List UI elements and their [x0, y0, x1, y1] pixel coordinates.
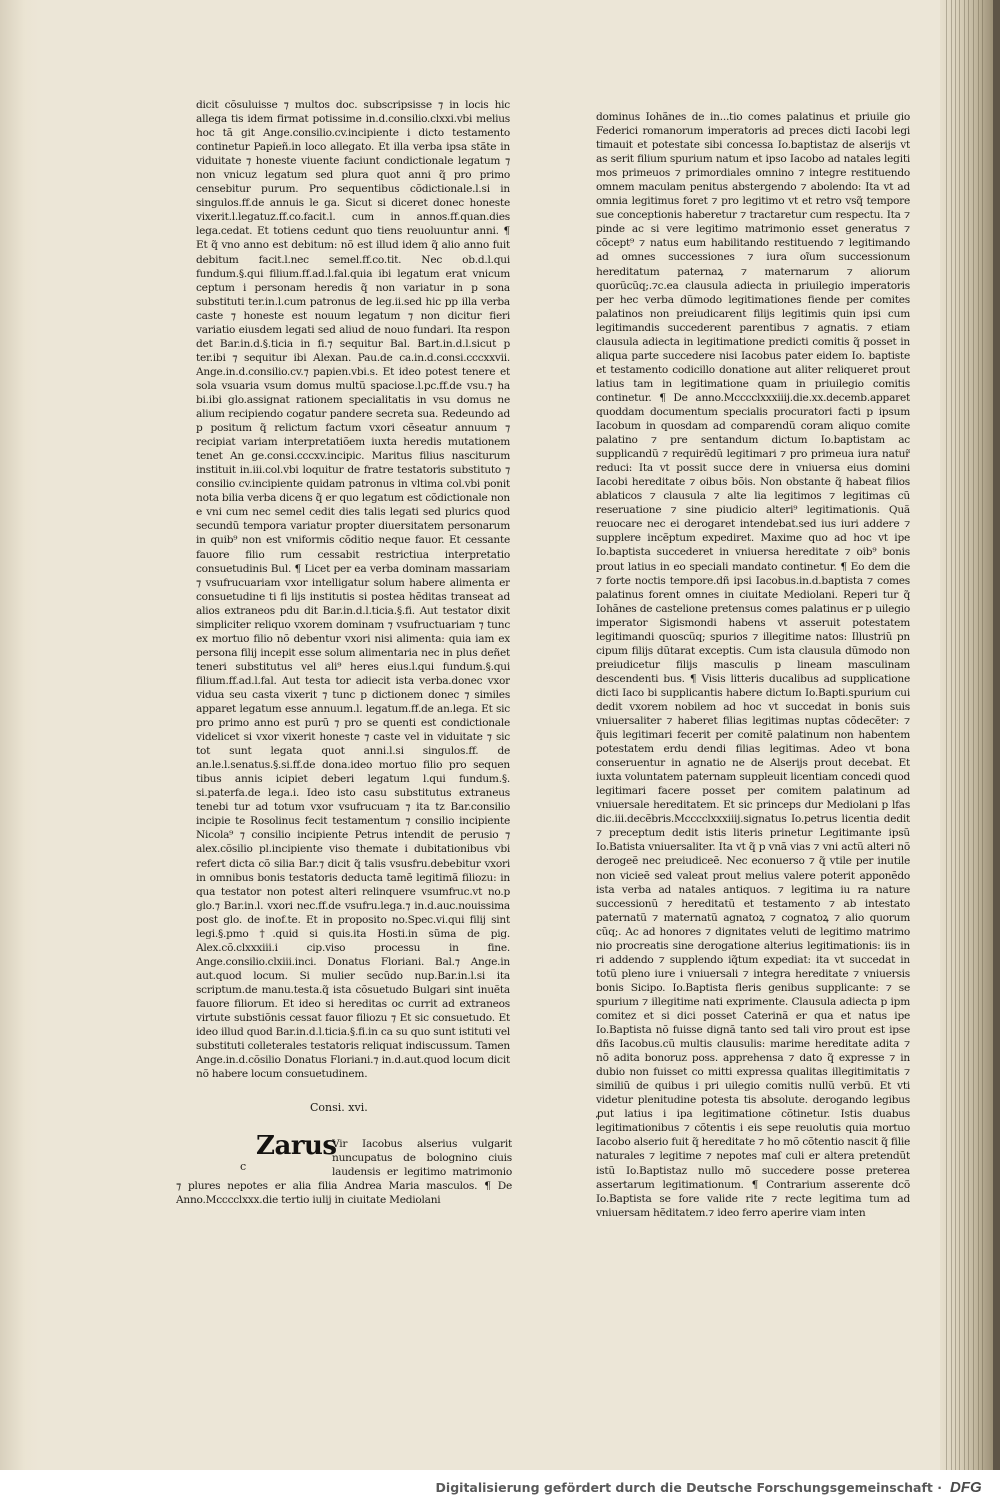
right-text-column: dominus Iohãnes de in...tio comes palatinus et priuile gio Federici romanorum imperatoris ad preces dicti Iacobi legi timauit et potestate sibi concessa Io.baptistaz de alserijs vt as serit filium spurium natum et ipso Iacobo ad natales legiti mos primeuos ⁊ primordiales omnino ⁊ integre restituendo omnem maculam penitus abstergendo ⁊ abolendo: Ita vt ad omnia legitimus foret ⁊ pro legitimo vt et retro vsq̃ tempore sue conceptionis haberetur ⁊ tractaretur cum respectu. Ita ⁊ pinde ac si vere legitimo matrimonio esset generatus ⁊ cõcept⁹ ⁊ natus eum habilitando restituendo ⁊ legitimando ad omnes successiones ⁊ iura oĩum successionum hereditatum paternaꝝ ⁊ maternarum ⁊ aliorum quorũcũq;.⁊c.ea clausula adiecta in priuilegio imperatoris per hec verba dũmodo legitimationes fiende per comites palatinos non preiudicarent filijs legitimis quin ipsi cum legitimandis succederent parentibus ⁊ agnatis. ⁊ etiam clausula adiecta in legitimatione predicti comitis q̃ posset in aliqua parte succedere nisi Iacobus pater eidem Io. baptiste et testamento codicillo donatione aut aliter reliqueret prout latius tam in legitimatione quam in priuilegio comitis continetur. ¶ De anno.Mcccclxxxiiij.die.xx.decemb.apparet quoddam documentum specialis procuratori facti p ipsum Iacobum in quosdam ad comparendũ coram aliquo comite palatino ⁊ pre sentandum dictum Io.baptistam ac supplicandũ ⁊ requirẽdũ legitimari ⁊ pro primeua iura natur̃ reduci: Ita vt possit succe dere in vniuersa eius domini Iacobi hereditate ⁊ oibus bõis. Non obstante q̃ habeat filios ablaticos ⁊ clausula ⁊ alte lia legitimos ⁊ legitimas cũ reseruatione ⁊ sine piudicio alteri⁹ legitimationis. Quã reuocare nec ei derogaret intendebat.sed ius iuri addere ⁊ supplere incẽptum expediret. Maxime quo ad hoc vt ipe Io.baptista succederet in vniuersa hereditate ⁊ oib⁹ bonis prout latius in eo speciali mandato continetur. ¶ Eo dem die ⁊ forte noctis tempore.dñ ipsi Iacobus.in.d.baptista ⁊ comes palatinus forent omnes in ciuitate Mediolani. Reperi tur q̃ Iohãnes de castelione pretensus comes palatinus er p uilegio imperator Sigismondi habens vt asseruit potestatem legitimandi quoscũq; spurios ⁊ illegitime natos: Illustriũ pn cipum filijs dũtarat exceptis. Cum ista clausula dũmodo non preiudicetur filijs masculis p lineam masculinam descendenti bus. ¶ Visis litteris ducalibus ad supplicatione dicti Iaco bi supplicantis habere dictum Io.Bapti.spurium cui dedit vxorem nobilem ad hoc vt succedat in bonis suis vniuersaliter ⁊ haberet filias legitimas nuptas cõdecẽter: ⁊ q̃uis legitimari fecerit per comitẽ palatinum non habentem potestatem erdu dendi filias legitimas. Adeo vt bona conseruentur in agnatio ne de Alserijs prout decebat. Et iuxta voluntatem paternam suppleuit licentiam concedi quod legitimari facere posset per comitem palatinum ad vniuersale hereditatem. Et sic princeps dur Mediolani p lfas dic.iii.decẽbris.Mcccclxxxiiij.signatus Io.petrus licentia dedit ⁊ preceptum dedit istis literis prinetur Legitimante ipsũ Io.Batista vniuersaliter. Ita vt q̃ p vnã vias ⁊ vni actũ alteri nõ derogeẽ nec preiudiceẽ. Nec econuerso ⁊ q̃ vtile per inutile non vicieẽ sed valeat prout melius valere poterit apponẽdo ista verba ad natales antiquos. ⁊ legitima iu ra nature successionũ ⁊ hereditatũ et testamento ⁊ ab intestato paternatũ ⁊ maternatũ agnatoꝝ ⁊ cognatoꝝ ⁊ alio quorum cũq;. Ac ad honores ⁊ dignitates veluti de legitimo matrimo nio procreatis sine derogatione alterius legitimationis: iis in ri addendo ⁊ supplendo iq̃tum expediat: ita vt succedat in totũ pleno iure i vniuersali ⁊ integra hereditate ⁊ vniuersis bonis Sicipo. Io.Baptista fleris genibus supplicante: ⁊ se spurium ⁊ illegitime nati exprimente. Clausula adiecta p ipm comitez et si dici posset Caterinã er qua et natus ipe Io.Baptista nõ fuisse dignã tanto sed tali viro prout est ipse dñs Iacobus.cũ multis clausulis: marime hereditate adita ⁊ nõ adita bonoruz poss. apprehensa ⁊ dato q̃ expresse ⁊ in dubio non fuisset co mitti expressa qualitas illegitimitatis ⁊ similiũ de quibus i pri uilegio comitis nullũ verbũ. Et vti videtur plenitudine potesta tis absolute. derogando legibus ꝓut latius i ipa legitimatione cõtinetur. Istis duabus legitimationibus ⁊ cõtentis i eis sepe reuolutis quia mortuo Iacobo alserio fuit q̃ hereditate ⁊ ho mõ cõtentio nascit q̃ filie naturales ⁊ legitime ⁊ nepotes maſ culi er altera pretendũt istũ Io.Baptistaz nullo mõ succedere posse preterea assertarum legitimationum. ¶ Contrarium asserente dcõ Io.Baptista se fore valide rite ⁊ recte legitima tum ad vniuersam hẽditatem.⁊ ideo ferro aperire viam inten [596, 111, 910, 1219]
consilium-heading: Consi. xvi. [310, 1101, 368, 1114]
decorated-initial: Zarus [256, 1131, 337, 1161]
consilium-intro-continuation: ⁊ plures nepotes er alia filia Andrea Maria masculos. ¶ De Anno.Mcccclxxx.die tertio iulij in ciuitate Mediolani [176, 1180, 512, 1207]
dfg-logo-text: DFG [950, 1479, 982, 1496]
digitization-footer [0, 1470, 1000, 1503]
consilium-intro-text: Vir Iacobus alserius vulgarit nuncupatus de bolognino ciuis laudensis er legitimo matrimonio [332, 1138, 512, 1179]
gutter-shadow [0, 0, 42, 1470]
left-text-column: dicit cõsuluisse ⁊ multos doc. subscripsisse ⁊ in locis hic allega tis idem firmat potissime in.d.consilio.clxxi.vbi melius hoc tã git Ange.consilio.cv.incipiente i dicto testamento continetur Papieñ.in loco allegato. Et illa verba ipsa stãte in viduitate ⁊ honeste viuente faciunt condictionale legatum ⁊ non vnicuz legatum sed plura quot anni q̃ pro primo censebitur purum. Pro sequentibus cõdictionale.l.si in singulos.ff.de annuis le ga. Sicut si diceret donec honeste vixerit.l.legatuz.ff.co.facit.l. cum in annos.ff.quan.dies lega.cedat. Et totiens cedunt quo tiens reuoluuntur anni. ¶ Et q̃ vno anno est debitum: nõ est illud idem q̃ alio anno fuit debitum facit.l.nec semel.ff.co.tit. Nec ob.d.l.qui fundum.§.qui filium.ff.ad.l.fal.quia ibi legatum erat vnicum ceptum i personam heredis q̃ non variatur in p sona substituti ter.in.l.cum patronus de leg.ii.sed hic pp illa verba caste ⁊ honeste est nouum legatum ⁊ non dicitur fieri variatio eiusdem legati sed aliud de nouo fundari. Ita respon det Bar.in.d.§.ticia in fi.⁊ sequitur Bal. Bart.in.d.l.sicut p ter.ibi ⁊ sequitur ibi Alexan. Pau.de ca.in.d.consi.cccxxvii. Ange.in.d.consilio.cv.⁊ papien.vbi.s. Et ideo potest tenere et sola vsuaria vsum domus multũ spaciose.l.pc.ff.de vsu.⁊ ha bi.ibi glo.assignat rationem specialitatis in vsu domus ne alium recipiendo cogatur pandere secreta sua. Redeundo ad p positum q̃ relictum factum vxori cẽseatur annuum ⁊ recipiat variam interpretatiõem iuxta heredis mutationem tenet An ge.consi.cccxv.incipic. Maritus filius nasciturum instituit in.iii.col.vbi loquitur de fratre testatoris substituto ⁊ consilio cv.incipiente quidam patronus in vltima col.vbi ponit nota bilia verba dicens q̃ er quo legatum est cõdictionale non e vni cum nec semel cedit dies talis legati sed plurics quod secundũ tempora variatur propter diuersitatem personarum in quib⁹ non est vniformis cõditio neque fauor. Et cessante fauore filio rum cessabit restrictiua interpretatio consuetudinis Bul. ¶ Licet per ea verba dominam massariam ⁊ vsufrucuariam vxor intelligatur solum habere alimenta er consuetudine ti fi lijs institutis si postea hẽditas transeat ad alios extraneos pdu dit Bar.in.d.l.ticia.§.fi. Aut testator dixit simpliciter reliquo vxorem dominam ⁊ vsufructuariam ⁊ tunc ex mortuo filio nõ debentur vxori nisi alimenta: quia iam ex persona filij incepit esse solum alimentaria nec in plus deñet teneri substitutus vel ali⁹ heres eius.l.qui fundum.§.qui filium.ff.ad.l.fal. Aut testa tor adiecit ista verba.donec vxor vidua seu casta vixerit ⁊ tunc p dictionem donec ⁊ similes apparet legatum esse annuum.l. legatum.ff.de an.lega. Et sic pro primo anno est purũ ⁊ pro se quenti est condictionale videlicet si vxor vixerit honeste ⁊ caste vel in viduitate ⁊ sic tot sunt legata quot anni.l.si singulos.ff. de an.le.l.senatus.§.si.ff.de dona.ideo mortuo filio pro sequen tibus annis icipiet deberi legatum l.qui fundum.§. si.paterfa.de lega.i. Ideo isto casu substitutus extraneus tenebi tur ad totum vxor vsufrucuam ⁊ ita tz Bar.consilio incipie te Rosolinus fecit testamentum ⁊ consilio incipiente Nicola⁹ ⁊ consilio incipiente Petrus intendit de perusio ⁊ alex.cõsilio pl.incipiente viso themate i dubitationibus vbi refert dicta cõ silia Bar.⁊ dicit q̃ talis vsusfru.debebitur vxori in omnibus bonis testatoris deducta tamẽ legitimã filiozu: in qua testator non potest alteri relinquere vsumfruc.vt no.p glo.⁊ Bar.in.l. vxori nec.ff.de vsufru.lega.⁊ in.d.auc.nouissima post glo. de inof.te. Et in proposito no.Spec.vi.qui filij sint legi.§.pmo †.quid si quis.ita Hosti.in sũma de pig. Alex.cõ.clxxxiii.i cip.viso processu in fine. Ange.consilio.clxiii.inci. Donatus Floriani. Bal.⁊ Ange.in aut.quod locum. Si mulier secũdo nup.Bar.in.l.si ita scriptum.de manu.testa.q̃ ista cõsuetudo Bulgari sint inuẽta fauore filiorum. Et ideo si hereditas oc currit ad extraneos virtute substiõnis cessat fauor filiozu ⁊ Et sic consuetudo. Et ideo illud quod Bar.in.d.l.ticia.§.fi.in ca su quo sunt istituti vel substituti colleterales testatoris reliquat indiscussum. Tamen Ange.in.d.cõsilio Donatus Floriani.⁊ in.d.aut.quod locum dicit nõ habere locum consuetudinem. [196, 99, 510, 1081]
funding-credit: Digitalisierung gefördert durch die Deutsche Forschungsgemeinschaft · [435, 1480, 942, 1495]
guide-letter: c [240, 1160, 247, 1173]
dfg-logo [948, 1477, 992, 1496]
fore-edge-pages [940, 0, 1000, 1470]
book-edge-dark [993, 0, 1000, 1470]
